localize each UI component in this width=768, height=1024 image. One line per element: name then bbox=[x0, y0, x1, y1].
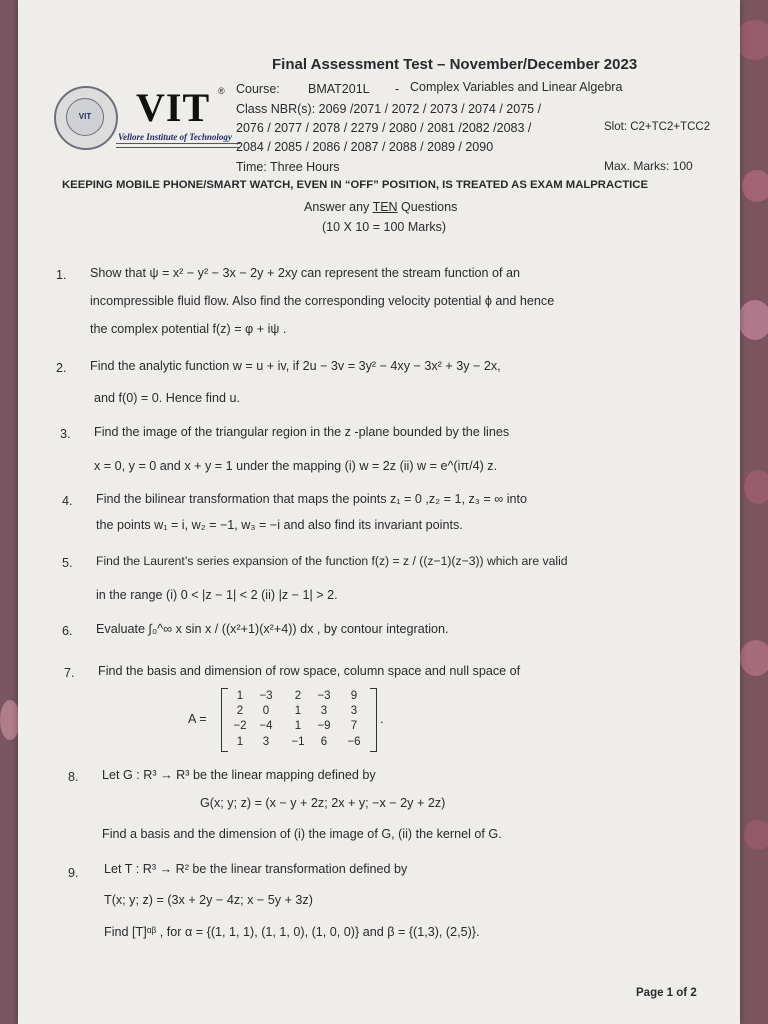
matrix-cell: 1 bbox=[236, 690, 244, 702]
slot: Slot: C2+TC2+TCC2 bbox=[604, 121, 711, 133]
exam-title: Final Assessment Test – November/December 2023 bbox=[272, 56, 638, 73]
question-line: the complex potential f(z) = φ + iψ . bbox=[90, 322, 287, 336]
instruction-post: Questions bbox=[397, 200, 458, 214]
matrix-cell: −4 bbox=[259, 720, 273, 732]
matrix-cell: 1 bbox=[294, 705, 302, 717]
matrix-cell: 2 bbox=[294, 690, 302, 702]
background-pattern bbox=[744, 470, 768, 504]
question-line: x = 0, y = 0 and x + y = 1 under the mapping (i) w = 2z (ii) w = e^(iπ/4) z. bbox=[94, 459, 498, 473]
matrix-cell: −1 bbox=[291, 736, 305, 748]
question-line: Find the image of the triangular region in the z -plane bounded by the lines bbox=[94, 425, 510, 439]
matrix-cell: −2 bbox=[233, 720, 247, 732]
question-line: Find the bilinear transformation that maps the points z₁ = 0 ,z₂ = 1, z₃ = ∞ into bbox=[96, 492, 528, 506]
question-line: in the range (i) 0 < |z − 1| < 2 (ii) |z − 1| > 2. bbox=[96, 588, 338, 602]
marks-scheme: (10 X 10 = 100 Marks) bbox=[322, 220, 447, 234]
matrix-cell: 3 bbox=[320, 705, 328, 717]
matrix-cell: 0 bbox=[262, 705, 270, 717]
background-pattern bbox=[742, 170, 768, 202]
class-nbr-line1: Class NBR(s): 2069 /2071 / 2072 / 2073 / 2074 / 2075 / bbox=[236, 102, 542, 116]
institute-seal-icon bbox=[54, 86, 118, 150]
background-pattern bbox=[740, 640, 768, 676]
question-line: Show that ψ = x² − y² − 3x − 2y + 2xy can represent the stream function of an bbox=[90, 266, 521, 280]
class-nbr-line3: 2084 / 2085 / 2086 / 2087 / 2088 / 2089 / 2090 bbox=[236, 140, 494, 154]
question-line: Let G : R³ → R³ be the linear mapping defined by bbox=[102, 768, 376, 782]
question-line: Find a basis and the dimension of (i) the image of G, (ii) the kernel of G. bbox=[102, 827, 502, 841]
max-marks: Max. Marks: 100 bbox=[604, 159, 693, 173]
question-line: Evaluate ∫₀^∞ x sin x / ((x²+1)(x²+4)) dx , by contour integration. bbox=[96, 622, 449, 636]
matrix-cell: 3 bbox=[262, 736, 270, 748]
matrix-left-bracket bbox=[221, 688, 228, 752]
matrix-cell: 1 bbox=[236, 736, 244, 748]
vit-logo-subtitle: Vellore Institute of Technology bbox=[118, 132, 232, 142]
matrix-cell: 2 bbox=[236, 705, 244, 717]
question-number: 5. bbox=[62, 556, 73, 570]
course-dash: - bbox=[395, 82, 400, 96]
question-line: Let T : R³ → R² be the linear transformation defined by bbox=[104, 862, 408, 876]
page-number: Page 1 of 2 bbox=[636, 987, 697, 999]
question-line: Find the Laurent’s series expansion of the function f(z) = z / ((z−1)(z−3)) which are valid bbox=[96, 554, 568, 568]
question-number: 7. bbox=[64, 666, 75, 680]
instruction-ten: TEN bbox=[372, 200, 398, 214]
question-number: 1. bbox=[56, 268, 67, 282]
question-number: 4. bbox=[62, 494, 73, 508]
course-label: Course: bbox=[236, 82, 280, 96]
course-code: BMAT201L bbox=[308, 82, 370, 96]
question-number: 2. bbox=[56, 361, 67, 375]
question-line: Find the analytic function w = u + iv, if 2u − 3v = 3y² − 4xy − 3x² + 3y − 2x, bbox=[90, 359, 501, 373]
matrix-cell: −3 bbox=[259, 690, 273, 702]
question-line: Find the basis and dimension of row space, column space and null space of bbox=[98, 664, 521, 678]
matrix-trailing: . bbox=[380, 712, 384, 726]
matrix-label: A = bbox=[188, 712, 207, 726]
instruction bbox=[304, 200, 457, 214]
matrix-cell: −9 bbox=[317, 720, 331, 732]
question-number: 6. bbox=[62, 624, 73, 638]
matrix-cell: 1 bbox=[294, 720, 302, 732]
logo-underline bbox=[116, 143, 240, 148]
matrix-right-bracket bbox=[370, 688, 377, 752]
question-number: 8. bbox=[68, 770, 79, 784]
matrix-cell: 9 bbox=[350, 690, 358, 702]
seal-text: VIT bbox=[66, 98, 104, 136]
question-line: T(x; y; z) = (3x + 2y − 4z; x − 5y + 3z) bbox=[104, 893, 313, 907]
background-pattern bbox=[0, 700, 20, 740]
question-line: incompressible fluid flow. Also find the corresponding velocity potential ϕ and hence bbox=[90, 294, 555, 308]
registered-mark: ® bbox=[218, 86, 225, 96]
malpractice-warning: KEEPING MOBILE PHONE/SMART WATCH, EVEN IN “OFF” POSITION, IS TREATED AS EXAM MALPRACTICE bbox=[62, 179, 648, 191]
matrix-cell: −6 bbox=[347, 736, 361, 748]
background-pattern bbox=[744, 820, 768, 850]
exam-time: Time: Three Hours bbox=[236, 160, 340, 174]
matrix-cell: 3 bbox=[350, 705, 358, 717]
background-pattern bbox=[738, 300, 768, 340]
question-number: 3. bbox=[60, 427, 71, 441]
class-nbr-line2: 2076 / 2077 / 2078 / 2279 / 2080 / 2081 /2082 /2083 / bbox=[236, 121, 532, 135]
question-line: Find [T]ᵅᵝ , for α = {(1, 1, 1), (1, 1, 0), (1, 0, 0)} and β = {(1,3), (2,5)}. bbox=[104, 925, 480, 939]
vit-logo-text: VIT bbox=[136, 85, 211, 130]
matrix-cell: 6 bbox=[320, 736, 328, 748]
question-line: G(x; y; z) = (x − y + 2z; 2x + y; −x − 2y + 2z) bbox=[200, 796, 446, 810]
exam-paper bbox=[18, 0, 740, 1024]
question-line: and f(0) = 0. Hence find u. bbox=[94, 391, 240, 405]
matrix-cell: −3 bbox=[317, 690, 331, 702]
question-line: the points w₁ = i, w₂ = −1, w₃ = −i and also find its invariant points. bbox=[96, 518, 463, 532]
course-name: Complex Variables and Linear Algebra bbox=[410, 80, 623, 94]
instruction-pre: Answer any bbox=[304, 200, 373, 214]
matrix-cell: 7 bbox=[350, 720, 358, 732]
question-number: 9. bbox=[68, 866, 79, 880]
